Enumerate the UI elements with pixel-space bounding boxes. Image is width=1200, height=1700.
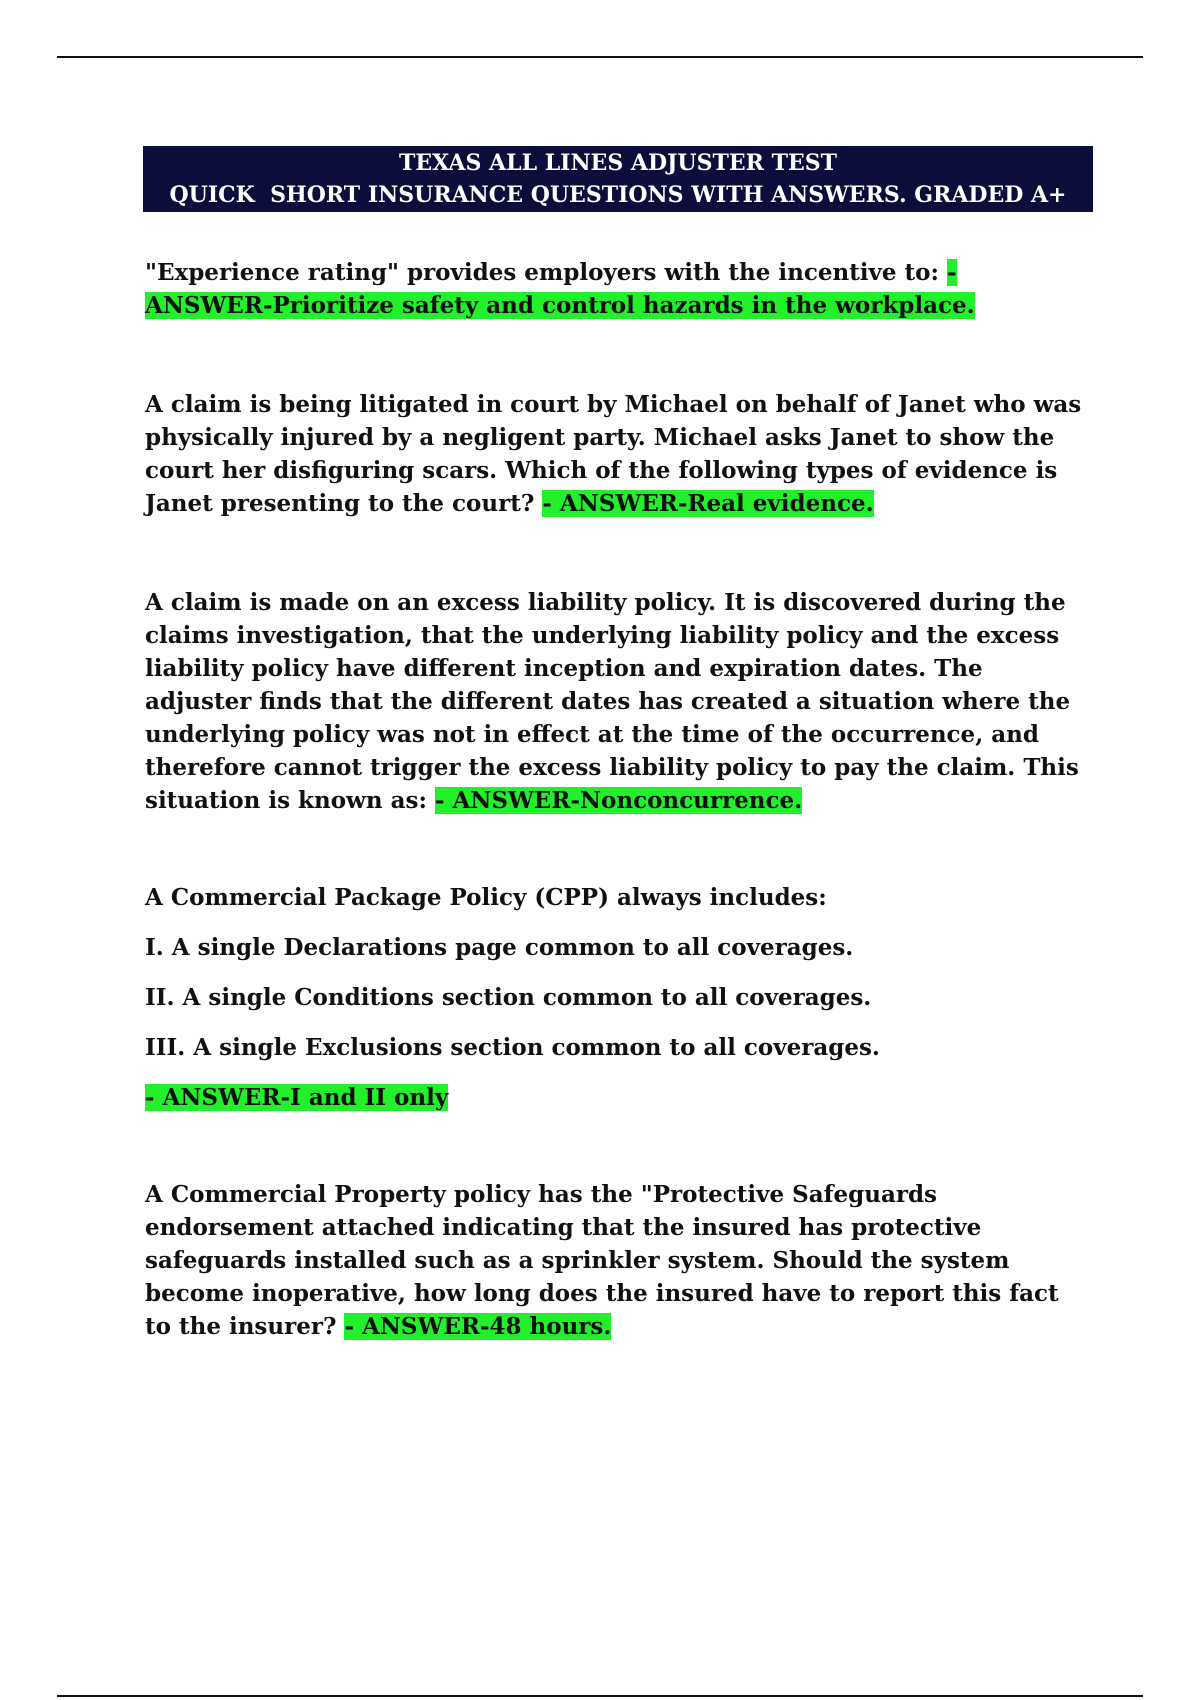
top-rule (57, 56, 1143, 58)
question-block (145, 586, 1090, 817)
option-2: II. A single Conditions section common to all coverages. (145, 984, 872, 1011)
option-3: III. A single Exclusions section common to all coverages. (145, 1034, 880, 1061)
question-text: A claim is made on an excess liability policy. It is discovered during the claims investigation, that the underlying liability policy and the excess liability policy have different inception and expiration dates. The adjuster finds that the different dates has created a situation where the underlying policy was not in effect at the time of the occurrence, and therefore cannot trigger the excess liability policy to pay the claim. This situation is known as: (145, 589, 1079, 814)
qa-content (145, 256, 1090, 1343)
answer-text: - ANSWER-Nonconcurrence. (434, 787, 803, 814)
question-block (145, 256, 1090, 322)
question-block (145, 388, 1090, 520)
title-line-1: TEXAS ALL LINES ADJUSTER TEST (398, 150, 837, 176)
bottom-rule (57, 1695, 1143, 1697)
answer-text: - ANSWER-Prioritize safety and control hazards in the workplace. (145, 259, 975, 319)
question-block (145, 881, 1090, 1114)
answer-text: - ANSWER-48 hours. (344, 1313, 612, 1340)
title-line-2: QUICK SHORT INSURANCE QUESTIONS WITH ANSWERS. GRADED A+ (169, 182, 1067, 208)
title-banner (143, 146, 1093, 212)
question-block (145, 1178, 1090, 1343)
answer-text: - ANSWER-Real evidence. (542, 490, 874, 517)
question-text: A claim is being litigated in court by Michael on behalf of Janet who was physically injured by a negligent party. Michael asks Janet to show the court her disfiguring scars. Which of the following types of evidence is Janet presenting to the court? (145, 391, 1082, 517)
question-text: A Commercial Package Policy (CPP) always includes: (145, 884, 827, 911)
question-text: "Experience rating" provides employers with the incentive to: (145, 259, 948, 286)
question-text: A Commercial Property policy has the "Protective Safeguards endorsement attached indicating that the insured has protective safeguards installed such as a sprinkler system. Should the system become inoperative, how long does the insured have to report this fact to the insurer? (145, 1181, 1059, 1340)
option-1: I. A single Declarations page common to all coverages. (145, 934, 854, 961)
answer-text: - ANSWER-I and II only (145, 1084, 449, 1111)
